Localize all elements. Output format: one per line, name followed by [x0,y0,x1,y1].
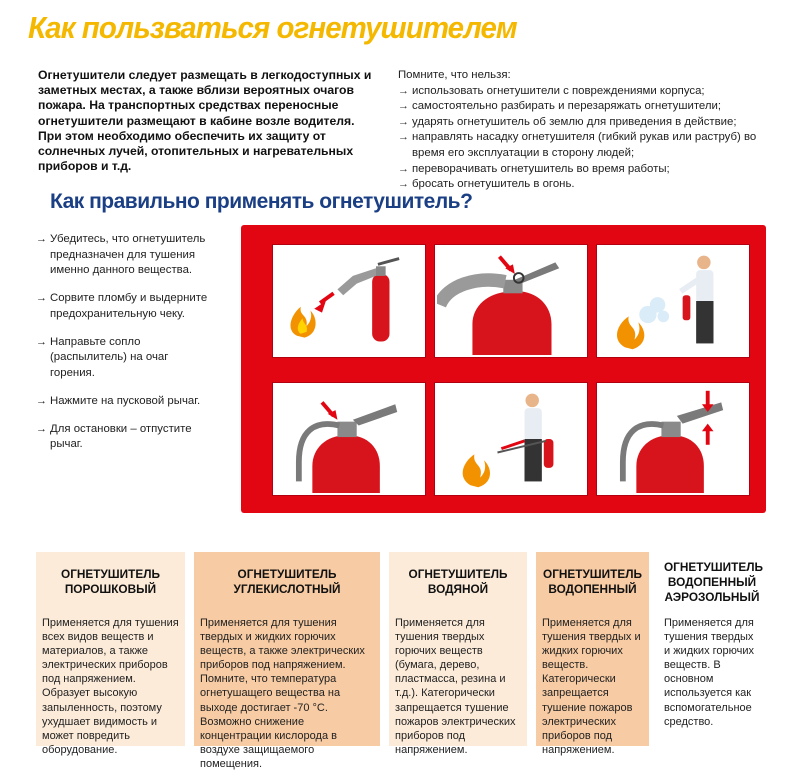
steps-list [36,232,216,465]
prohibited-item: → использовать огнетушители с повреждениями корпуса; [398,84,778,100]
type-description: Применяется для тушения твердых и жидких горючих веществ. Категорически запрещается тушение пожаров электрических приборов под напряжением. [542,617,641,756]
step-item: → Для остановки – отпустите рычаг. [36,422,216,453]
type-name: ОГНЕТУШИТЕЛЬ ВОДОПЕННЫЙ АЭРОЗОЛЬНЫЙ [664,559,763,604]
prohibited-item: → направлять насадку огнетушителя (гибкий рукав или раструб) во время его эксплуатации в сторону людей; [398,130,778,161]
prohibited-list [398,68,778,193]
type-description: Применяется для тушения твердых и жидких горючих веществ, а также электрических приборов под напряжением. Помните, что температура огнетушащего вещества на выходе достигает -70 °С. Возможно снижение концентрации кислорода в воздухе защищаемого помещения. [200,617,365,770]
prohibited-heading: Помните, что нельзя: [398,69,511,81]
type-name: ОГНЕТУШИТЕЛЬ ПОРОШКОВЫЙ [61,567,160,596]
extinguisher-types [36,552,766,770]
flame-icon [463,454,490,487]
extinguisher-icon [440,262,560,355]
flame-icon [617,316,644,349]
type-name: ОГНЕТУШИТЕЛЬ ВОДОПЕННЫЙ [543,567,642,596]
step-item: → Убедитесь, что огнетушитель предназначен для тушения именно данного вещества. [36,232,216,279]
prohibited-item: → самостоятельно разбирать и перезаряжать огнетушители; [398,99,778,115]
person-icon [525,394,542,482]
illustration-step-4 [273,383,425,495]
page-title: Как пользваться огнетушителем [28,10,517,45]
type-card-aerosol-foam [658,552,766,746]
extinguisher-icon [299,404,397,493]
step-item: → Направьте сопло (распылитель) на очаг горения. [36,335,216,382]
instruction-panel [241,225,766,513]
extinguisher-icon [337,259,399,342]
type-description: Применяется для тушения твердых горючих веществ (бумага, дерево, пластмасса, резина и т.д.). Категорически запрещается тушение пожаров электрических приборов под напряжением. [395,617,516,756]
prohibited-item: → переворачивать огнетушитель во время работы; [398,162,778,178]
illustration-step-5 [435,383,587,495]
extinguisher-icon [683,295,691,320]
illustration-step-2 [435,245,587,357]
prohibited-item: → ударять огнетушитель об землю для приведения в действие; [398,115,778,131]
type-card-water [389,552,527,756]
illustration-step-3 [597,245,749,357]
type-card-co2 [194,552,380,770]
step-item: → Нажмите на пусковой рычаг. [36,394,216,410]
spray-cloud [639,297,669,323]
step-item: → Сорвите пломбу и выдерните предохранительную чеку. [36,291,216,322]
type-name: ОГНЕТУШИТЕЛЬ ВОДЯНОЙ [408,567,508,596]
howto-title: Как правильно применять огнетушитель? [50,190,473,213]
illustration-step-6 [597,383,749,495]
type-card-foam [536,552,649,756]
flame-icon [291,307,316,338]
type-description: Применяется для тушения всех видов веществ и материалов, а также электрических приборов под напряжением. Образует высокую запыленность, поэтому ухудшает видимость и может повредить оборудование. [42,617,179,756]
illustration-step-1 [273,245,425,357]
type-description: Применяется для тушения твердых и жидких горючих веществ. В основном используется как вспомогательное средство. [664,617,755,728]
prohibited-item: → бросать огнетушитель в огонь. [398,177,778,193]
extinguisher-icon [623,402,723,493]
intro-text: Огнетушители следует размещать в легкодоступных и заметных местах, а также вблизи вероятных очагов пожара. На транспортных средствах переносные огнетушители размещают в кабине возле водителя. При этом необходимо обеспечить их защиту от солнечных лучей, отопительных и нагревательных приборов и т.д. [38,68,372,174]
type-name: ОГНЕТУШИТЕЛЬ УГЛЕКИСЛОТНЫЙ [233,567,341,596]
arrow-icon [320,293,334,303]
type-card-powder [36,552,185,756]
